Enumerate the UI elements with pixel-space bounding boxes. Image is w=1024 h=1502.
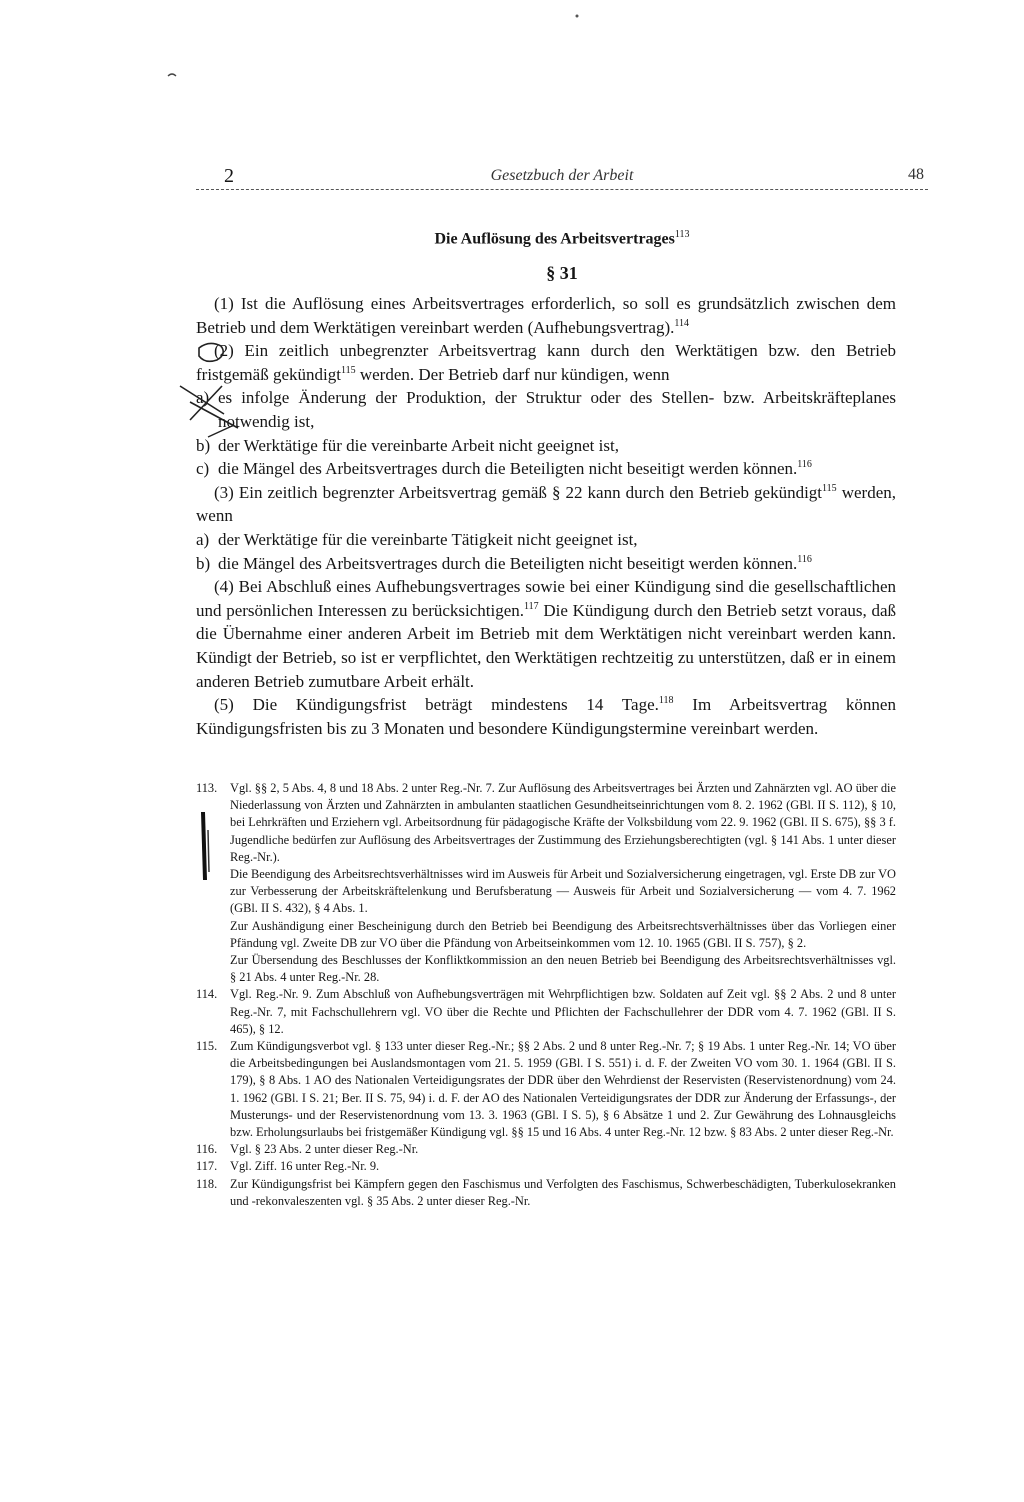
footnote-ref: 117 [524,600,539,612]
body-text [196,292,896,740]
footnote-ref: 118 [658,695,674,707]
list-item: c) die Mängel des Arbeitsvertrages durch die Beteiligten nicht beseitigt werden können.$^{116}$ [196,459,812,479]
footnote-116: 116. Vgl. § 23 Abs. 2 unter dieser Reg.-Nr. [196,1142,419,1157]
footnote-ref: 115 [822,482,837,494]
handwritten-mark: 2 [224,165,234,187]
footnote-ref: 116 [797,459,812,471]
footnotes [196,780,896,1210]
paragraph-sign: § 31 [546,263,578,283]
list-item: b) die Mängel des Arbeitsvertrages durch die Beteiligten nicht beseitigt werden können.$^{116}$ [196,553,812,573]
running-head [196,165,928,190]
paragraph-2: (2) Ein zeitlich unbegrenzter Arbeitsvertrag kann durch den Werktätigen bzw. den Betrieb fristgemäß gekündigt$^{115}$ werden. Der Betrieb darf nur kündigen, wenn [196,341,896,384]
paragraph-1: (1) Ist die Auflösung eines Arbeitsvertrages erforderlich, so soll es grundsätzlich zwischen dem Betrieb und dem Werktätigen vereinbart werden (Aufhebungsvertrag).$^{114}$ [196,294,896,337]
paragraph-3: (3) Ein zeitlich begrenzter Arbeitsvertrag gemäß § 22 kann durch den Betrieb gekündigt$^{115}$ werden, wenn [196,482,896,526]
paragraph-5: (5) Die Kündigungsfrist beträgt mindestens 14 Tage.$^{118}$ Im Arbeitsvertrag können Kündigungsfristen bis zu 3 Monaten und besondere Kündigungstermine vereinbart werden. [196,695,896,738]
footnote-117: 117. Vgl. Ziff. 16 unter Reg.-Nr. 9. [196,1159,380,1174]
book-title: Gesetzbuch der Arbeit [490,167,634,184]
speck [576,15,579,18]
footnote-113: 113. Vgl. §§ 2, 5 Abs. 4, 8 und 18 Abs. 2 unter Reg.-Nr. 7. Zur Auflösung des Arbeitsvertrages bei Ärzten und Zahnärzten vgl. AO über die Niederlassung von Ärzten und Zahnärzten in ambulanten staatlichen Gesundheitseinrichtungen vom 8. 2. 1962 (GBl. II S. 112), § 10, bei Lehrkräften und Erziehern vgl. Arbeitsordnung für pädagogische Kräfte der Volksbildung vom 22. 9. 1962 (GBl. II S. 675), §§ 3 f. Jugendliche bedürfen zur Auflösung des Arbeitsvertrages der Zustimmung des Erziehungsberechtigten (vgl. § 141 Abs. 1 unter dieser Reg.-Nr.). Die Beendigung des Arbeitsrechtsverhältnisses wird im Ausweis für Arbeit und Sozialversicherung eingetragen, vgl. Erste DB zur VO zur Verbesserung der Arbeitskräftelenkung und Berufsberatung — Ausweis für Arbeit und Sozialversicherung — vom 4. 7. 1962 (GBl. II S. 432), § 4 Abs. 1. Zur Aushändigung einer Bescheinigung durch den Betrieb bei Beendigung des Arbeitsrechtsverhältnisses über das Vorliegen einer Pfändung vgl. Zweite DB zur VO über die Pfändung von Arbeitseinkommen vom 12. 10. 1965 (GBl. II S. 757), § 2. Zur Übersendung des Beschlusses der Konfliktkommission an den neuen Betrieb bei Beendigung des Arbeitsrechtsverhältnisses vgl. § 21 Abs. 4 unter Reg.-Nr. 28. [196,781,896,985]
paragraph-4: (4) Bei Abschluß eines Aufhebungsvertrages sowie bei einer Kündigung sind die gesellschaftlichen und persönlichen Interessen zu berücksichtigen.$^{117}$ Die Kündigung durch den Betrieb setzt voraus, daß die Übernahme einer anderen Arbeit im Betrieb mit dem Werktätigen nicht vereinbart werden kann. Kündigt der Betrieb, so ist er verpflichtet, den Werktätigen rechtzeitig zu unterstützen, daß er in einem anderen Betrieb zumutbare Arbeit erhält. [196,577,896,691]
list-item: a) es infolge Änderung der Produktion, der Struktur oder des Stellen- bzw. Arbeitskräfteplanes notwendig ist, [196,388,896,431]
footnote-115: 115. Zum Kündigungsverbot vgl. § 133 unter dieser Reg.-Nr.; §§ 2 Abs. 2 und 8 unter Reg.-Nr. 7; § 19 Abs. 1 unter Reg.-Nr. 14; VO über die Arbeitsbedingungen bei Auslandsmontagen vom 21. 5. 1959 (GBl. I S. 551) i. d. F. der Zweiten VO vom 30. 1. 1964 (GBl. II S. 179), § 8 Abs. 1 AO des Nationalen Verteidigungsrates der DDR über den Wehrdienst der Reservisten (Reservistenordnung) vom 24. 1. 1962 (GBl. I S. 21; Ber. II S. 75, 94) i. d. F. der AO des Nationalen Verteidigungsrates der DDR zur Änderung der Erfassungs-, der Musterungs- und der Reservistenordnung vom 13. 3. 1963 (GBl. I S. 5), § 6 Absätze 1 und 2. Zur Gewährung des Lohnausgleichs bzw. Erholungsurlaubs bei fristgemäßer Kündigung vgl. §§ 15 und 16 Abs. 4 unter Reg.-Nr. 12 bzw. § 83 Abs. 2 unter dieser Reg.-Nr. [196,1039,896,1140]
page-number: 48 [908,166,924,183]
list-item: b) der Werktätige für die vereinbarte Arbeit nicht geeignet ist, [196,435,619,455]
section-title: Die Auflösung des Arbeitsvertrages$^{113}$ [434,229,690,248]
footnote-ref: 114 [674,317,690,329]
footnote-114: 114. Vgl. Reg.-Nr. 9. Zum Abschluß von Aufhebungsverträgen mit Wehrpflichtigen bzw. Soldaten auf Zeit vgl. §§ 2 Abs. 2 und 8 unter Reg.-Nr. 7, mit Fachschullehrern vgl. VO über die Rechte und Pflichten der Fachschullehrer der DDR vom 4. 7. 1962 (GBl. II S. 465), § 12. [196,987,896,1036]
footnote-ref: 116 [797,553,812,565]
footnote-ref: 113 [674,229,690,240]
list-item: a) der Werktätige für die vereinbarte Tätigkeit nicht geeignet ist, [196,529,638,549]
footnote-ref: 115 [340,364,356,376]
footnote-118: 118. Zur Kündigungsfrist bei Kämpfern gegen den Faschismus und Verfolgten des Faschismus, Schwerbeschädigten, Tuberkulosekranken und -rekonvaleszenten vgl. § 35 Abs. 2 unter dieser Reg.-Nr. [196,1176,896,1208]
stray-mark [168,74,176,76]
